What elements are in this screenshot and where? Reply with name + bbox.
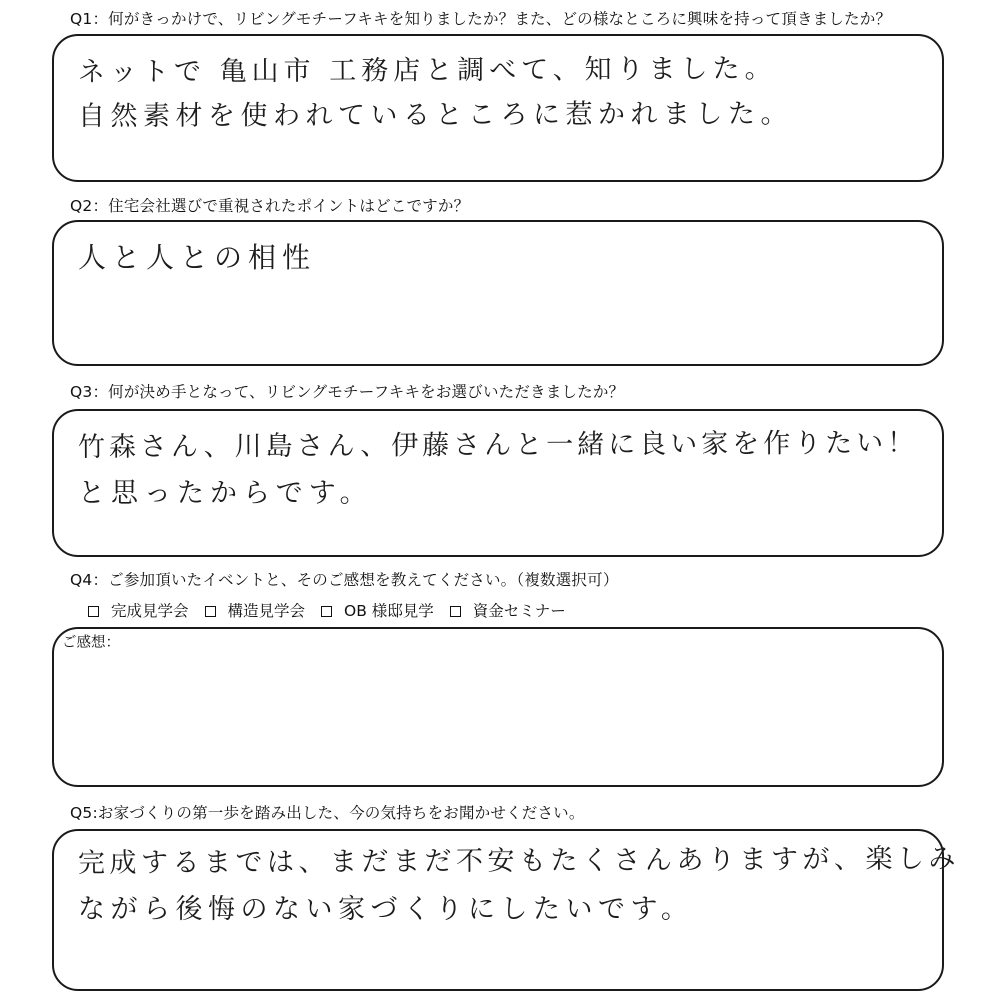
q5-answer-box xyxy=(52,829,961,991)
option-label: 完成見学会 xyxy=(111,602,189,620)
option-label: 構造見学会 xyxy=(227,602,306,620)
q4-options xyxy=(88,601,582,621)
option-kansei-kengakukai[interactable] xyxy=(88,601,189,621)
q2-answer-line-1: 人と人との相性 xyxy=(78,241,317,274)
q4-impression-box[interactable] xyxy=(52,627,944,787)
checkbox-icon[interactable] xyxy=(321,606,332,617)
checkbox-icon[interactable] xyxy=(88,606,99,617)
q3-question: Q3：何が決め手となって、リビングモチーフキキをお選びいただきましたか？ xyxy=(70,383,625,401)
option-ob-teikengaku[interactable] xyxy=(321,601,434,621)
q2-question: Q2：住宅会社選びで重視されたポイントはどこですか？ xyxy=(70,197,470,215)
q3-answer-line-1: 竹森さん、川島さん、伊藤さんと一緒に良い家を作りたい！ xyxy=(77,427,919,463)
q4-question: Q4：ご参加頂いたイベントと、そのご感想を教えてください。（複数選択可） xyxy=(70,571,619,589)
checkbox-icon[interactable] xyxy=(450,606,461,617)
q5-question: Q5:お家づくりの第一歩を踏み出した、今の気持ちをお聞かせください。 xyxy=(70,804,585,822)
q1-question: Q1：何がきっかけで、リビングモチーフキキを知りましたか？また、どの様なところに興味を持って頂きましたか？ xyxy=(70,10,892,28)
option-shikin-seminar[interactable] xyxy=(450,601,566,621)
q2-answer-box xyxy=(52,220,944,366)
option-label: OB 様邸見学 xyxy=(344,602,434,620)
impression-label: ご感想： xyxy=(62,635,120,651)
option-kouzou-kengakukai[interactable] xyxy=(205,601,306,621)
option-label: 資金セミナー xyxy=(472,602,566,620)
q5-answer-line-1: 完成するまでは、まだまだ不安もたくさんありますが、楽しみ xyxy=(77,843,961,879)
q5-answer-line-2: ながら後悔のない家づくりにしたいです。 xyxy=(78,894,694,925)
q3-answer-box xyxy=(52,409,944,557)
q1-answer-line-1: ネットで 亀山市 工務店と調べて、知りました。 xyxy=(77,53,777,88)
q1-answer-line-2: 自然素材を使われているところに惹かれました。 xyxy=(77,98,794,132)
q3-answer-line-2: と思ったからです。 xyxy=(78,478,373,509)
checkbox-icon[interactable] xyxy=(205,606,216,617)
q1-answer-box xyxy=(52,34,944,182)
